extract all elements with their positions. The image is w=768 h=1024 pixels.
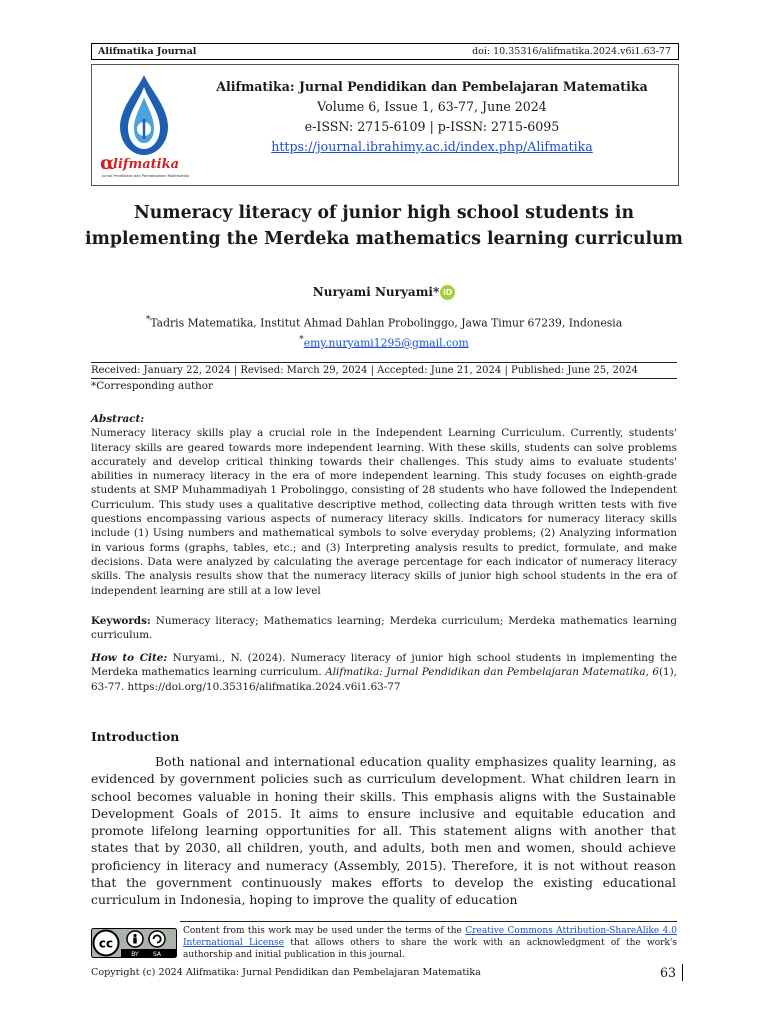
cite-heading: How to Cite: — [91, 652, 168, 664]
title-line-1: Numeracy literacy of junior high school students in — [133, 203, 635, 223]
journal-url-link[interactable]: https://journal.ibrahimy.ac.id/index.php/Alifmatika — [271, 139, 593, 154]
copyright: Copyright (c) 2024 Alifmatika: Jurnal Pendidikan dan Pembelajaran Matematika — [91, 967, 481, 978]
abstract-heading: Abstract: — [91, 413, 145, 425]
journal-issue: Volume 6, Issue 1, 63-77, June 2024 — [317, 99, 547, 114]
journal-logo — [98, 71, 190, 179]
license-post: that allows others to share the work with an acknowledgment of the work's authorship and initial publication in this journal. — [183, 938, 677, 960]
cite-journal: Alifmatika: Jurnal Pendidikan dan Pembelajaran Matematika, 6 — [325, 666, 659, 679]
license-link[interactable]: Creative Commons Attribution-ShareAlike 4.0 International License — [183, 926, 677, 948]
cite-text-1: Nuryami., N. (2024). Numeracy literacy of junior high school students in implementing the Merdeka mathematics learning curriculum. — [91, 652, 677, 679]
affiliation: Tadris Matematika, Institut Ahmad Dahlan Probolinggo, Jawa Timur 67239, Indonesia — [150, 316, 623, 330]
author-line — [60, 285, 708, 300]
keywords-heading: Keywords: — [91, 615, 151, 627]
title-line-2: implementing the Merdeka mathematics learning curriculum — [85, 229, 683, 249]
article-title — [60, 200, 708, 252]
author-name: Nuryami Nuryami* — [312, 285, 440, 299]
keywords-text: Numeracy literacy; Mathematics learning; Merdeka curriculum; Merdeka mathematics learning curriculum. — [91, 615, 677, 642]
license-pre: Content from this work may be used under the terms of the — [183, 926, 462, 936]
journal-short-name: Alifmatika Journal — [98, 46, 197, 57]
how-to-cite — [91, 651, 677, 694]
cc-by-sa-icon[interactable] — [91, 928, 177, 958]
article-dates: Received: January 22, 2024 | Revised: March 29, 2024 | Accepted: June 21, 2024 | Published: June 25, 2024 — [91, 365, 638, 376]
abstract — [91, 412, 677, 598]
logo-wordmark: lifmatika — [113, 157, 180, 172]
cc-badge-text: cc — [98, 936, 114, 951]
orcid-icon[interactable]: iD — [440, 285, 455, 300]
journal-info-box — [91, 64, 679, 186]
affiliation-block: *Tadris Matematika, Institut Ahmad Dahlan Probolinggo, Jawa Timur 67239, Indonesia *emy.nuryami1295@gmail.com — [145, 315, 623, 350]
journal-issn: e-ISSN: 2715-6109 | p-ISSN: 2715-6095 — [304, 119, 560, 134]
abstract-text: Numeracy literacy skills play a crucial role in the Independent Learning Curriculum. Currently, students' literacy skills are geared towards more independent learning. With these skills, students can solve problems accurately and develop critical thinking towards their challenges. This study aims to evaluate students' abilities in numeracy literacy in the era of more independent learning. This study focuses on eighth-grade students at SMP Muhammadiyah 1 Probolinggo, consisting of 28 students who have followed the Independent Curriculum. This study uses a qualitative descriptive method, collecting data through written tests with five questions encompassing various aspects of numeracy literacy skills. Indicators for numeracy literacy skills include (1) Using numbers and mathematical symbols to solve everyday problems; (2) Analyzing information in various forms (graphs, tables, etc.; and (3) Interpreting analysis results to predict, formulate, and make decisions. Data were analyzed by calculating the average percentage for each indicator of numeracy literacy skills. The analysis results show that the numeracy literacy skills of junior high school students in the era of independent learning are still at a low level — [91, 427, 677, 597]
email-link[interactable]: emy.nuryami1295@gmail.com — [303, 336, 469, 350]
divider — [91, 362, 677, 363]
journal-details — [212, 77, 652, 157]
cite-text-2: (1), 63-77. https://doi.org/10.35316/alifmatika.2024.v6i1.63-77 — [91, 666, 677, 693]
footer-divider — [180, 921, 677, 922]
corresponding-note: *Corresponding author — [91, 380, 214, 392]
running-header — [91, 43, 679, 60]
logo-subtext: Jurnal Pendidikan dan Pembelajaran Matematika — [102, 174, 190, 178]
cc-by-label: BY — [131, 951, 139, 958]
journal-name: Alifmatika: Jurnal Pendidikan dan Pembelajaran Matematika — [216, 79, 648, 94]
section-heading-introduction: Introduction — [91, 729, 180, 744]
keywords — [91, 614, 677, 643]
doi-header: doi: 10.35316/alifmatika.2024.v6i1.63-77 — [472, 46, 671, 57]
page-number: 63 — [660, 964, 683, 981]
license-statement — [183, 925, 677, 961]
svg-text:α: α — [100, 152, 115, 174]
cc-sa-label: SA — [152, 951, 162, 958]
introduction-paragraph: Both national and international education quality emphasizes quality learning, as evidenced by government policies such as curriculum development. What children learn in school becomes valuable in honing their skills. This emphasis aligns with the Sustainable Development Goals of 2015. It aims to ensure inclusive and equitable education and promote lifelong learning opportunities for all. This statement aligns with another that states that by 2030, all children, youth, and adults, both men and women, should achieve proficiency in literacy and numeracy (Assembly, 2015). Therefore, it is not without reason that the government continuously makes efforts to develop the existing educational curriculum in Indonesia, hoping to improve the quality of education — [91, 754, 676, 908]
